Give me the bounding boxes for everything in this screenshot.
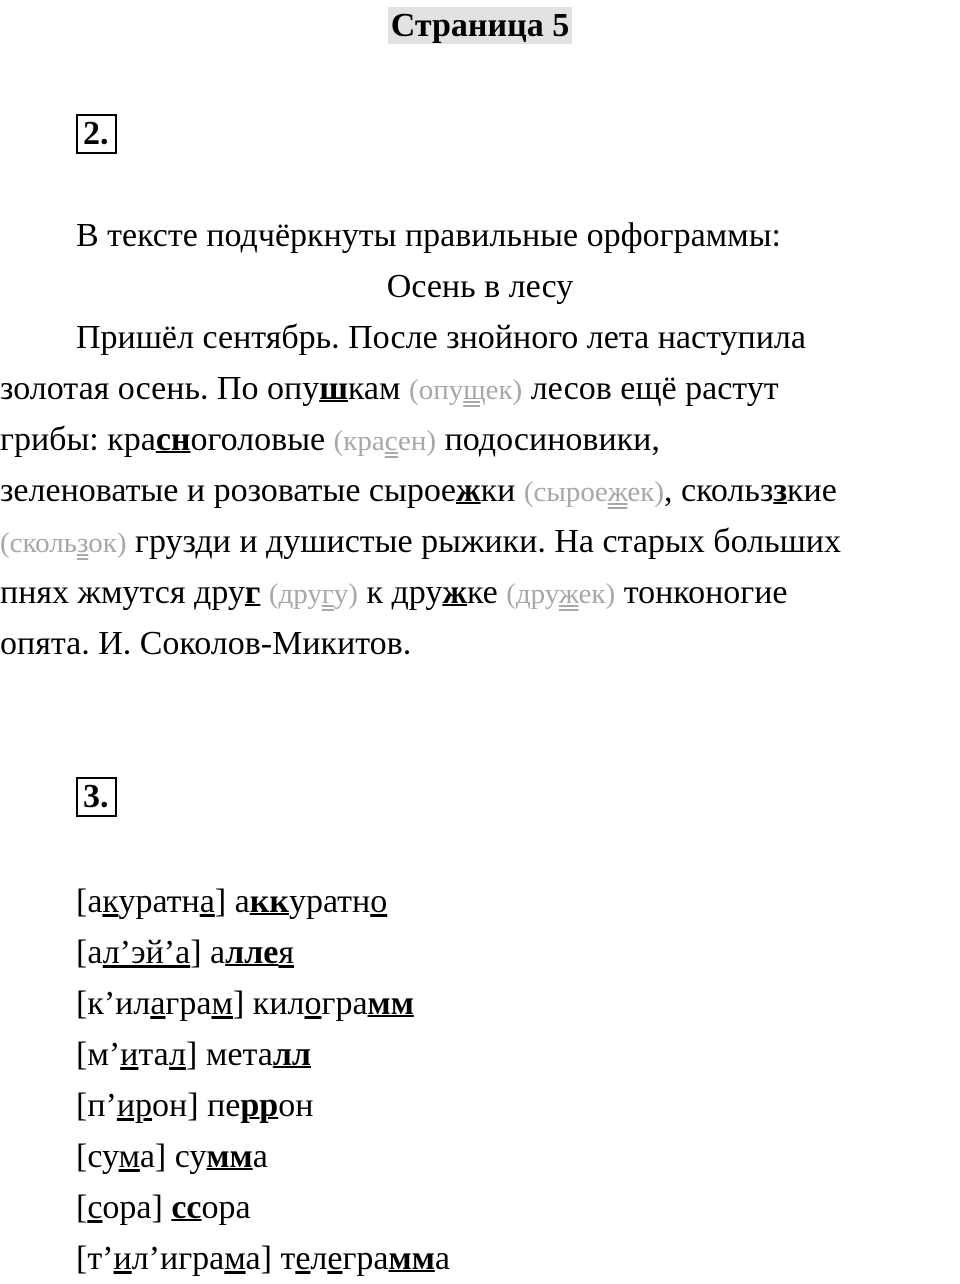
text-line: (скользок) грузди и душистые рыжики. На старых больших: [0, 523, 841, 560]
list-item: [к’илаграм] килограмм: [76, 985, 414, 1022]
list-item: [сума] сумма: [76, 1138, 268, 1175]
task-number-2: 2.: [76, 114, 117, 154]
list-item: [сора] ссора: [76, 1189, 251, 1226]
text-line: пнях жмутся друг (другу) к дружке (дружек) тонконогие: [0, 574, 788, 611]
list-item: [м’итал] металл: [76, 1036, 311, 1073]
text-line: золотая осень. По опушкам (опущек) лесов ещё растут: [0, 370, 779, 407]
page-title: Страница 5: [0, 4, 960, 48]
author: И. Соколов-Микитов.: [98, 625, 412, 662]
text-line: грибы: красноголовые (красен) подосиновики,: [0, 421, 660, 458]
list-item: [п’ирон] перрон: [76, 1087, 314, 1124]
list-item: [т’ил’играма] телеграмма: [76, 1240, 450, 1277]
story-title: Осень в лесу: [386, 268, 574, 305]
text-line: Пришёл сентябрь. После знойного лета наступила: [76, 319, 806, 356]
list-item: [ал’эй’а] аллея: [76, 934, 295, 971]
task-2-text: [0, 210, 960, 669]
task-3-list: [76, 876, 450, 1284]
text-line: зеленоватые и розоватые сыроeжки (сыроeжек), скольззкие: [0, 472, 837, 509]
list-item: [акуратна] аккуратно: [76, 883, 388, 920]
intro-line: В тексте подчёркнуты правильные орфограммы:: [76, 217, 781, 254]
task-number-3: 3.: [76, 777, 117, 817]
text-line: опята. И. Соколов-Микитов.: [0, 625, 412, 662]
